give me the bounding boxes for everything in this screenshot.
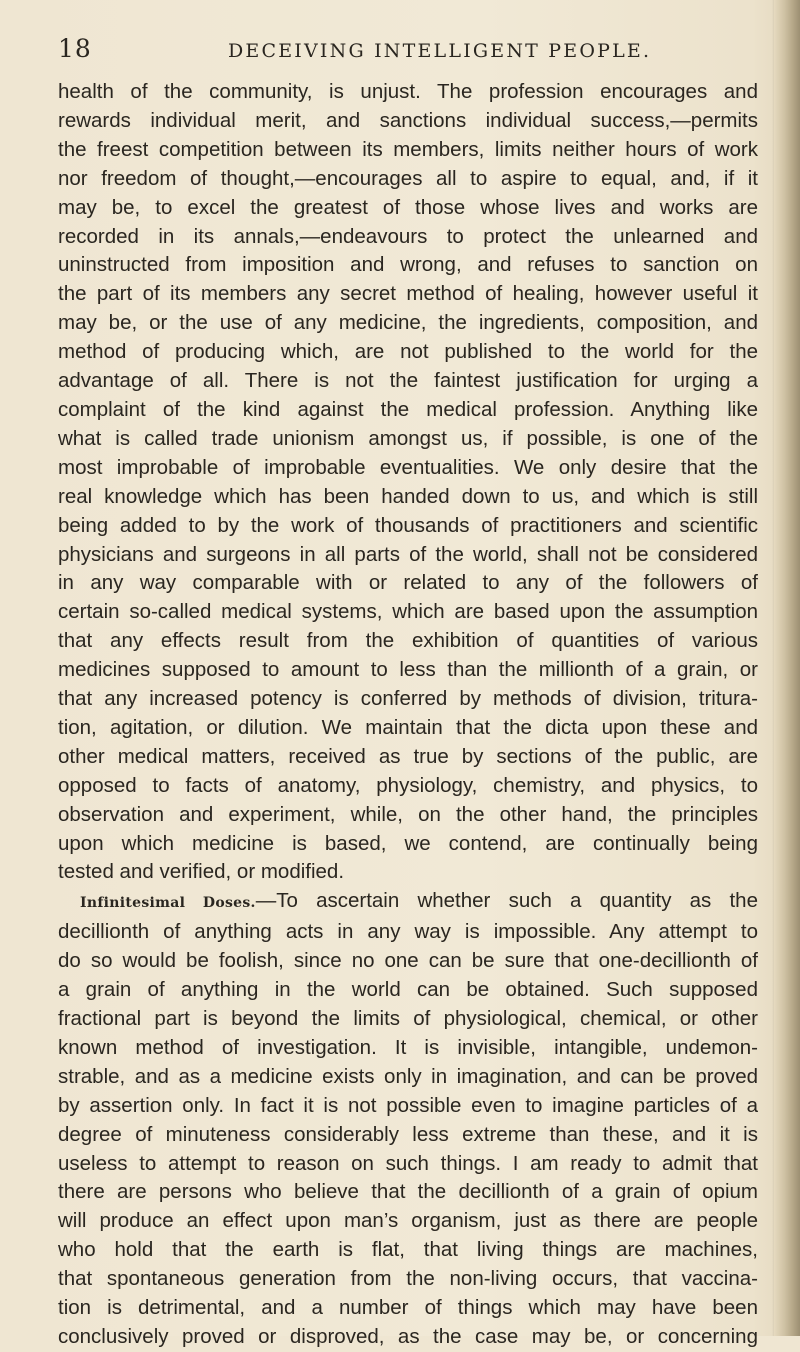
page-header (0, 34, 800, 70)
text-line: health of the community, is unjust. The profession encourages and (58, 80, 758, 103)
text-line: that spontaneous generation from the non-living occurs, that vaccina- (58, 1267, 758, 1291)
subheading-line (58, 887, 758, 918)
text-line: recorded in its annals,—endeavours to protect the unlearned and (58, 224, 758, 248)
body-text (58, 78, 758, 1352)
text-line: decillionth of anything acts in any way is impossible. Any attempt to (58, 920, 758, 944)
text-line: known method of investigation. It is invisible, intangible, undemon- (58, 1035, 758, 1059)
page-edge (774, 0, 800, 1336)
text-line: by assertion only. In fact it is not possible even to imagine particles of a (58, 1093, 758, 1117)
paragraph-2 (58, 887, 758, 1352)
text-line: opposed to facts of anatomy, physiology, chemistry, and physics, to (58, 773, 758, 797)
text-line: most improbable of improbable eventualities. We only desire that the (58, 455, 758, 479)
text-line: there are persons who believe that the decillionth of a grain of opium (58, 1180, 758, 1204)
text-line: other medical matters, received as true by sections of the public, are (58, 744, 758, 768)
text-line: method of producing which, are not published to the world for the (58, 340, 758, 364)
text-line: complaint of the kind against the medical profession. Anything like (58, 397, 758, 421)
text-line: do so would be foolish, since no one can be sure that one-decillionth of (58, 949, 758, 973)
text-line: certain so-called medical systems, which are based upon the assumption (58, 600, 758, 624)
text-line: nor freedom of thought,—encourages all to aspire to equal, and, if it (58, 166, 758, 190)
text-line: strable, and as a medicine exists only in imagination, and can be proved (58, 1064, 758, 1088)
text-line: what is called trade unionism amongst us, if possible, is one of the (58, 426, 758, 450)
text-line: upon which medicine is based, we contend, are continually being (58, 831, 758, 855)
text-line: observation and experiment, while, on the other hand, the principles (58, 802, 758, 826)
text-line: conclusively proved or disproved, as the case may be, or concerning (58, 1324, 758, 1348)
text-line: may be, or the use of any medicine, the ingredients, composition, and (58, 311, 758, 335)
text-line: the freest competition between its members, limits neither hours of work (58, 137, 758, 161)
text-line: degree of minuteness considerably less extreme than these, and it is (58, 1122, 758, 1146)
text-line: tested and verified, or modified. (58, 860, 345, 884)
text-line: tion, agitation, or dilution. We maintain that the dicta upon these and (58, 715, 758, 739)
text-line: in any way comparable with or related to any of the followers of (58, 571, 758, 595)
text-line: who hold that the earth is flat, that living things are machines, (58, 1238, 758, 1262)
text-line: rewards individual merit, and sanctions individual success,—permits (58, 108, 758, 132)
text-line: being added to by the work of thousands of practitioners and scientific (58, 513, 758, 537)
text-line: that any effects result from the exhibition of quantities of various (58, 629, 758, 653)
text-line: the part of its members any secret method of healing, however useful it (58, 282, 758, 306)
text-line: medicines supposed to amount to less than the millionth of a grain, or (58, 658, 758, 682)
text-line: real knowledge which has been handed down to us, and which is still (58, 484, 758, 508)
text-line: uninstructed from imposition and wrong, and refuses to sanction on (58, 253, 758, 277)
section-subheading: Infinitesimal Doses. (80, 895, 256, 912)
page-number: 18 (58, 34, 92, 63)
text-line: useless to attempt to reason on such things. I am ready to admit that (58, 1151, 758, 1175)
text-line: a grain of anything in the world can be obtained. Such supposed (58, 978, 758, 1002)
subheading-continuation: —To ascertain whether such a quantity as the (255, 889, 758, 913)
text-line: fractional part is beyond the limits of physiological, chemical, or other (58, 1007, 758, 1030)
running-head: DECEIVING INTELLIGENT PEOPLE. (228, 40, 652, 62)
text-line: advantage of all. There is not the faintest justification for urging a (58, 369, 758, 393)
text-line: may be, to excel the greatest of those whose lives and works are (58, 195, 758, 219)
text-line: that any increased potency is conferred by methods of division, tritura- (58, 687, 758, 711)
text-line: will produce an effect upon man’s organism, just as there are people (58, 1209, 758, 1233)
text-line: tion is detrimental, and a number of things which may have been (58, 1296, 758, 1320)
text-line: physicians and surgeons in all parts of the world, shall not be considered (58, 542, 758, 566)
paragraph-1 (58, 78, 758, 887)
